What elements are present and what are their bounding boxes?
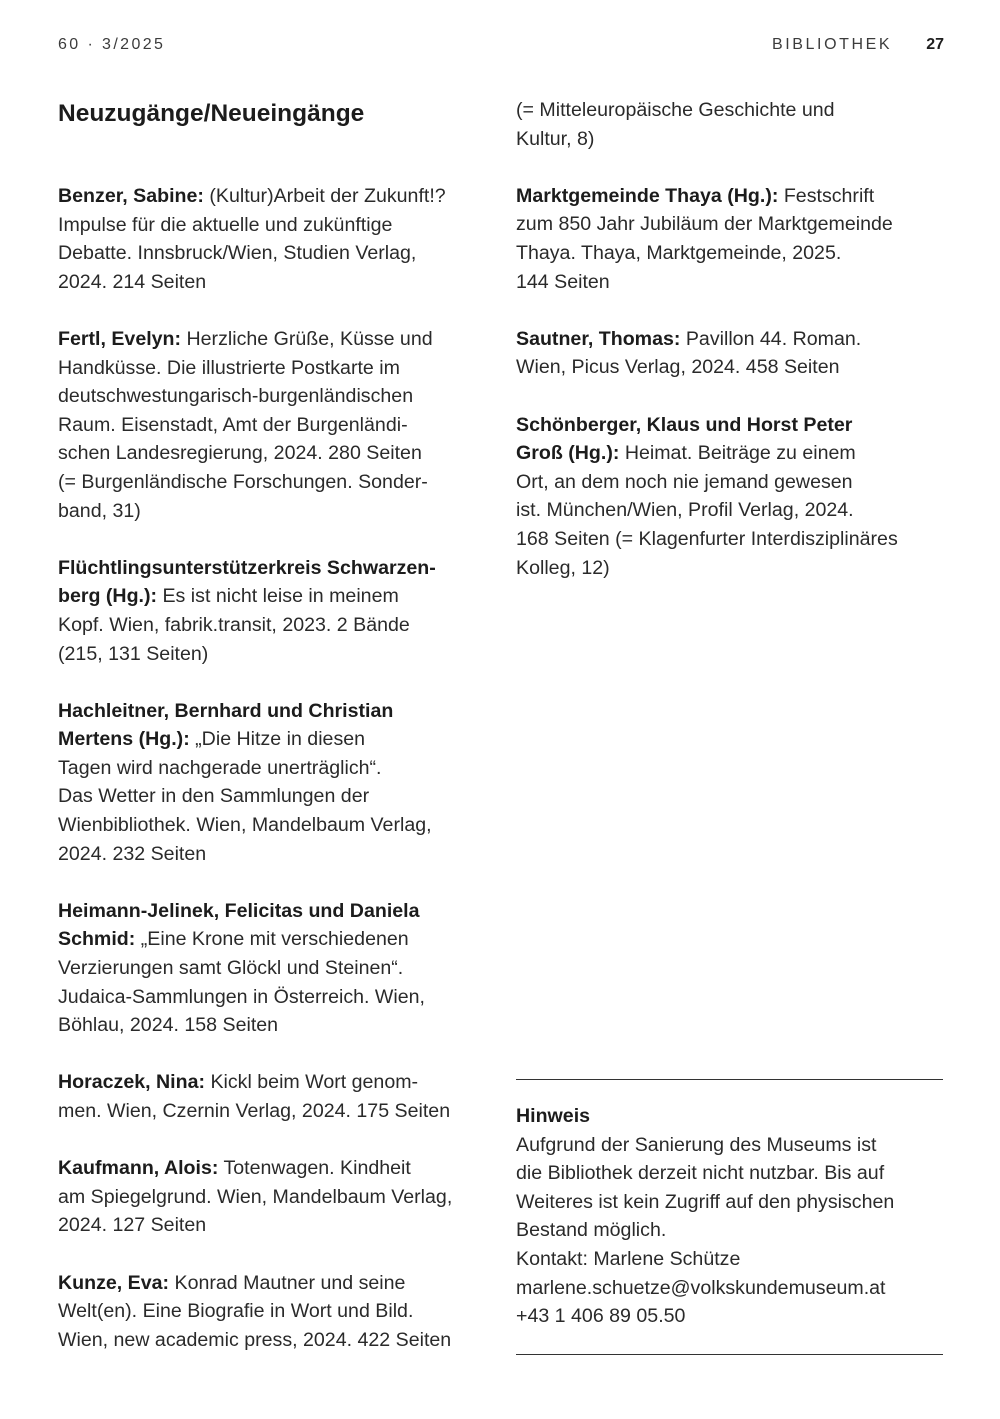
entry-line: (= Burgenländische Forschungen. Sonder- (58, 470, 428, 493)
book-entry (58, 1269, 498, 1355)
entry-author: Fertl, Evelyn: (58, 327, 182, 350)
contact-email[interactable]: marlene.schuetze@volkskundemuseum.at (516, 1276, 886, 1299)
entry-line (58, 1269, 498, 1298)
entry-line (58, 725, 498, 754)
entry-line (58, 1068, 498, 1097)
spacer (58, 1126, 498, 1155)
book-entry (58, 554, 498, 668)
notice-line: Weiteres ist kein Zugriff auf den physischen (516, 1190, 895, 1213)
entry-author: Marktgemeinde Thaya (Hg.): (516, 184, 779, 207)
entry-line: Kultur, 8) (516, 127, 595, 150)
entry-line: 2024. 232 Seiten (58, 842, 207, 865)
entry-line: Böhlau, 2024. 158 Seiten (58, 1014, 279, 1037)
entry-line (58, 182, 498, 211)
entry-line: 144 Seiten (516, 270, 610, 293)
entry-line (58, 582, 498, 611)
entry-author: Heimann-Jelinek, Felicitas und Daniela (58, 899, 420, 922)
entry-author: Schmid: (58, 928, 136, 951)
spacer (58, 525, 498, 554)
spacer (58, 1040, 498, 1069)
book-entry (58, 897, 498, 1040)
entry-author: Flüchtlingsunterstützerkreis Schwarzen- (58, 556, 436, 579)
continuation-text (516, 96, 946, 153)
entry-text: Pavillon 44. Roman. (680, 327, 862, 350)
entry-line: Tagen wird nachgerade unerträglich“. (58, 756, 382, 779)
entry-line: Ort, an dem noch nie jemand gewesen (516, 470, 853, 493)
entry-author: Hachleitner, Bernhard und Christian (58, 699, 394, 722)
entry-author: Schönberger, Klaus und Horst Peter (516, 413, 853, 436)
entry-line: Kopf. Wien, fabrik.transit, 2023. 2 Bände (58, 613, 410, 636)
page-number: 27 (926, 36, 944, 53)
entry-line (516, 439, 946, 468)
entry-text: Es ist nicht leise in meinem (157, 585, 399, 608)
book-entry (516, 182, 946, 296)
book-entry (58, 697, 498, 869)
issue-label: 60 · 3/2025 (58, 36, 166, 53)
entry-line: 168 Seiten (= Klagenfurter Interdisziplinäres (516, 527, 898, 550)
running-head (772, 36, 944, 54)
entry-text: „Eine Krone mit verschiedenen (135, 928, 409, 951)
entry-line: schen Landesregierung, 2024. 280 Seiten (58, 442, 422, 465)
entry-line: Wienbibliothek. Wien, Mandelbaum Verlag, (58, 814, 432, 837)
entry-author: Benzer, Sabine: (58, 185, 204, 207)
book-entry (58, 182, 498, 296)
notice-body (516, 1080, 943, 1354)
entry-line: Debatte. Innsbruck/Wien, Studien Verlag, (58, 242, 417, 265)
entry-line (58, 1154, 498, 1183)
entry-line: men. Wien, Czernin Verlag, 2024. 175 Seiten (58, 1100, 451, 1122)
notice-line: die Bibliothek derzeit nicht nutzbar. Bis auf (516, 1162, 885, 1185)
notice-title: Hinweis (516, 1105, 591, 1127)
entry-author: Kunze, Eva: (58, 1271, 170, 1294)
entry-line: (215, 131 Seiten) (58, 642, 209, 665)
book-entry (58, 1154, 498, 1240)
book-entry (516, 411, 946, 583)
section-label: BIBLIOTHEK (771, 36, 893, 53)
spacer (58, 668, 498, 697)
entry-line: band, 31) (58, 499, 141, 522)
entry-line (516, 182, 946, 211)
entry-line (58, 925, 498, 954)
entry-text: „Die Hitze in diesen (189, 728, 366, 751)
entry-line: Judaica-Sammlungen in Österreich. Wien, (58, 985, 425, 1008)
spacer (516, 296, 946, 325)
entry-line: Kolleg, 12) (516, 556, 610, 579)
entry-line: ist. München/Wien, Profil Verlag, 2024. (516, 499, 854, 522)
notice-box (516, 1079, 943, 1355)
spacer (516, 382, 946, 411)
spacer (58, 296, 498, 325)
contact-phone: +43 1 406 89 05.50 (516, 1305, 686, 1328)
entry-text: Kickl beim Wort genom- (205, 1071, 419, 1094)
entry-line: Welt(en). Eine Biografie in Wort und Bild. (58, 1300, 414, 1323)
right-column (516, 96, 946, 582)
book-entry (58, 1068, 498, 1125)
spacer (58, 1240, 498, 1269)
entry-line: 2024. 127 Seiten (58, 1214, 207, 1237)
entry-line: Impulse für die aktuelle und zukünftige (58, 213, 393, 236)
entry-author: Sautner, Thomas: (516, 327, 681, 350)
entry-line: Wien, Picus Verlag, 2024. 458 Seiten (516, 356, 840, 379)
contact-label: Kontakt: Marlene Schütze (516, 1247, 741, 1270)
entry-text: Konrad Mautner und seine (169, 1271, 406, 1294)
left-column (58, 96, 498, 1354)
entry-text: Herzliche Grüße, Küsse und (181, 327, 433, 350)
entry-author: berg (Hg.): (58, 585, 158, 608)
entry-text: Festschrift (778, 184, 875, 207)
entry-author: Mertens (Hg.): (58, 728, 190, 751)
page-title: Neuzugänge/Neueingänge (58, 100, 365, 127)
spacer (58, 868, 498, 897)
entry-line: am Spiegelgrund. Wien, Mandelbaum Verlag, (58, 1185, 453, 1208)
entry-line: Das Wetter in den Sammlungen der (58, 785, 370, 808)
book-entry (58, 325, 498, 525)
entry-line: 2024. 214 Seiten (58, 270, 207, 293)
entry-line (58, 325, 498, 354)
entry-line: zum 850 Jahr Jubiläum der Marktgemeinde (516, 213, 893, 236)
spacer (58, 132, 498, 182)
entry-line (516, 325, 946, 354)
bottom-divider (516, 1354, 943, 1355)
notice-line: Aufgrund der Sanierung des Museums ist (516, 1133, 877, 1156)
book-entry (516, 325, 946, 382)
entry-author: Kaufmann, Alois: (58, 1157, 219, 1180)
entry-line: Raum. Eisenstadt, Amt der Burgenländi- (58, 413, 408, 436)
entry-author: Groß (Hg.): (516, 442, 620, 465)
spacer (516, 153, 946, 182)
entry-text: Totenwagen. Kindheit (218, 1157, 411, 1180)
entry-line: (= Mitteleuropäische Geschichte und (516, 99, 835, 121)
entry-author: Horaczek, Nina: (58, 1071, 206, 1094)
entry-text: Heimat. Beiträge zu einem (619, 442, 856, 465)
entry-line: Handküsse. Die illustrierte Postkarte im (58, 356, 400, 379)
entry-line: Verzierungen samt Glöckl und Steinen“. (58, 957, 404, 980)
entry-line: deutschwestungarisch-burgenländischen (58, 385, 414, 408)
entry-line: Thaya. Thaya, Marktgemeinde, 2025. (516, 241, 842, 264)
notice-line: Bestand möglich. (516, 1219, 667, 1242)
entry-line: Wien, new academic press, 2024. 422 Seiten (58, 1328, 452, 1351)
entry-text: (Kultur)Arbeit der Zukunft!? (203, 185, 446, 207)
